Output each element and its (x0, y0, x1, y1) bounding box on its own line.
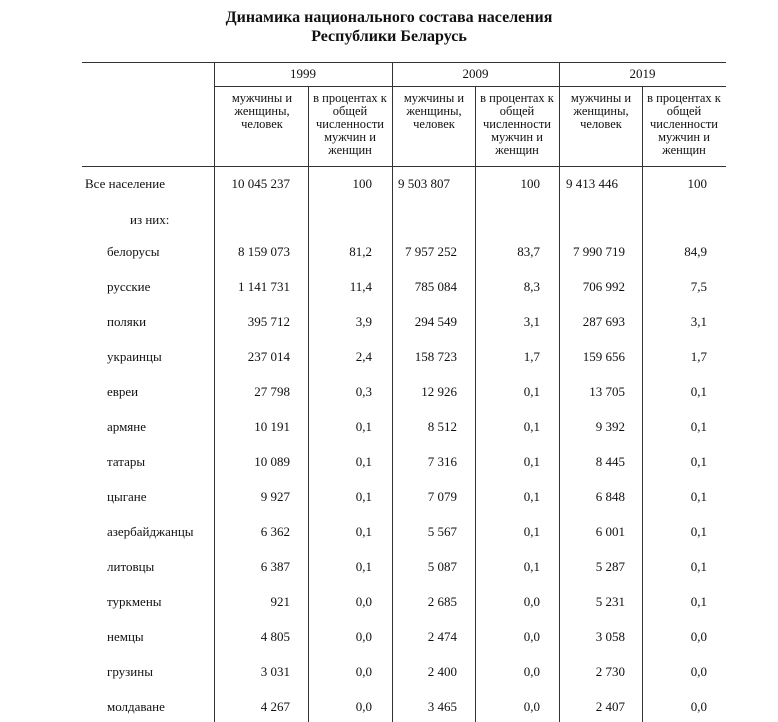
cell-v1999: 395 712 (247, 314, 290, 329)
cell-p2009: 0,0 (523, 594, 540, 609)
cell-v2009: 7 079 (427, 489, 457, 504)
title-line-2: Республики Беларусь (311, 28, 467, 45)
cell-v2009: 2 400 (427, 664, 457, 679)
year-header-2009: 2009 (462, 66, 489, 81)
cell-v1999: 6 387 (260, 559, 290, 574)
row-label: грузины (107, 664, 153, 679)
col-divider-2009-pct (475, 86, 476, 722)
cell-v2009: 7 957 252 (405, 244, 457, 259)
cell-p2009: 1,7 (523, 349, 540, 364)
row-label: татары (107, 454, 146, 469)
cell-v2019: 7 990 719 (573, 244, 625, 259)
subheader-percent-2019: в процентах к общей численности мужчин и женщин (647, 91, 721, 157)
row-label: Все население (85, 176, 165, 191)
subheader-percent-2009: в процентах к общей численности мужчин и женщин (480, 91, 554, 157)
cell-p2019: 0,0 (690, 664, 707, 679)
row-label: туркмены (107, 594, 162, 609)
cell-v2009: 158 723 (414, 349, 457, 364)
page-title (0, 8, 778, 46)
cell-p2019: 7,5 (690, 279, 707, 294)
cell-v2019: 8 445 (595, 454, 625, 469)
cell-v2019: 2 730 (595, 664, 625, 679)
cell-v2019: 159 656 (582, 349, 625, 364)
col-divider-1999 (214, 62, 215, 722)
year-under-rule (214, 86, 726, 87)
cell-v1999: 4 267 (260, 699, 290, 714)
col-divider-2019 (559, 62, 560, 722)
year-header-2019: 2019 (629, 66, 656, 81)
cell-v2019: 287 693 (582, 314, 625, 329)
cell-p2019: 100 (687, 176, 707, 191)
cell-p1999: 0,1 (355, 489, 372, 504)
row-label: евреи (107, 384, 139, 399)
cell-p2019: 84,9 (684, 244, 707, 259)
row-label: азербайджанцы (107, 524, 194, 539)
cell-v2019: 6 001 (595, 524, 625, 539)
cell-p1999: 0,3 (355, 384, 372, 399)
cell-v2009: 8 512 (427, 419, 457, 434)
cell-v1999: 10 045 237 (231, 176, 290, 191)
cell-v2009: 5 567 (427, 524, 457, 539)
row-label: украинцы (107, 349, 162, 364)
cell-p2009: 0,1 (523, 454, 540, 469)
cell-p2009: 0,0 (523, 664, 540, 679)
cell-p2009: 0,0 (523, 629, 540, 644)
cell-p2009: 0,1 (523, 489, 540, 504)
cell-p1999: 0,1 (355, 419, 372, 434)
cell-p1999: 81,2 (349, 244, 372, 259)
year-header-1999: 1999 (290, 66, 316, 81)
cell-p2009: 100 (520, 176, 540, 191)
cell-p2019: 1,7 (690, 349, 707, 364)
subheader-count-1999: мужчины и женщины, человек (231, 91, 293, 131)
cell-p1999: 0,0 (355, 699, 372, 714)
cell-v2019: 2 407 (595, 699, 625, 714)
subheader-percent-1999: в процентах к общей численности мужчин и женщин (313, 91, 387, 157)
row-label: цыгане (107, 489, 147, 504)
cell-v2009: 2 685 (427, 594, 457, 609)
cell-p1999: 0,1 (355, 524, 372, 539)
cell-p1999: 3,9 (355, 314, 372, 329)
cell-v2019: 706 992 (582, 279, 625, 294)
cell-v2019: 5 231 (595, 594, 625, 609)
row-label: поляки (107, 314, 147, 329)
cell-p1999: 100 (352, 176, 372, 191)
col-divider-1999-pct (308, 86, 309, 722)
subheader-count-2019: мужчины и женщины, человек (570, 91, 632, 131)
cell-p1999: 0,0 (355, 664, 372, 679)
cell-p2019: 0,1 (690, 384, 707, 399)
cell-v2009: 2 474 (427, 629, 457, 644)
cell-v1999: 27 798 (254, 384, 290, 399)
cell-p2019: 0,1 (690, 559, 707, 574)
cell-p2009: 0,1 (523, 524, 540, 539)
cell-p1999: 2,4 (355, 349, 372, 364)
col-divider-2009 (392, 62, 393, 722)
cell-v2019: 9 392 (595, 419, 625, 434)
cell-v2019: 3 058 (595, 629, 625, 644)
cell-v1999: 10 089 (254, 454, 290, 469)
cell-p2009: 8,3 (523, 279, 540, 294)
header-bottom-rule (82, 166, 726, 167)
row-label: армяне (107, 419, 147, 434)
cell-p2009: 0,0 (523, 699, 540, 714)
cell-p2019: 0,1 (690, 594, 707, 609)
row-label: из них: (130, 212, 170, 227)
row-label: русские (107, 279, 151, 294)
cell-p1999: 11,4 (349, 279, 372, 294)
cell-v1999: 9 927 (260, 489, 290, 504)
cell-p2019: 0,1 (690, 524, 707, 539)
cell-v2009: 3 465 (427, 699, 457, 714)
cell-v2009: 7 316 (427, 454, 457, 469)
cell-v2009: 785 084 (414, 279, 457, 294)
cell-v1999: 4 805 (260, 629, 290, 644)
cell-v1999: 10 191 (254, 419, 290, 434)
cell-p1999: 0,1 (355, 454, 372, 469)
cell-v2019: 9 413 446 (566, 176, 618, 191)
cell-v2019: 5 287 (595, 559, 625, 574)
cell-v2019: 6 848 (595, 489, 625, 504)
cell-v1999: 8 159 073 (238, 244, 290, 259)
cell-v1999: 3 031 (260, 664, 290, 679)
cell-p2009: 3,1 (523, 314, 540, 329)
cell-v2019: 13 705 (589, 384, 625, 399)
row-label: белорусы (107, 244, 160, 259)
cell-p1999: 0,1 (355, 559, 372, 574)
row-label: молдаване (107, 699, 165, 714)
row-label: литовцы (107, 559, 155, 574)
cell-v2009: 294 549 (414, 314, 457, 329)
cell-v1999: 6 362 (260, 524, 290, 539)
cell-p2009: 83,7 (517, 244, 540, 259)
cell-v1999: 1 141 731 (238, 279, 290, 294)
cell-p2019: 0,0 (690, 629, 707, 644)
cell-p2019: 0,1 (690, 419, 707, 434)
cell-v1999: 921 (270, 594, 290, 609)
cell-p1999: 0,0 (355, 629, 372, 644)
title-line-1: Динамика национального состава населения (225, 9, 553, 26)
cell-p2009: 0,1 (523, 384, 540, 399)
row-label: немцы (107, 629, 144, 644)
cell-v1999: 237 014 (247, 349, 290, 364)
cell-v2009: 5 087 (427, 559, 457, 574)
cell-p2019: 3,1 (690, 314, 707, 329)
cell-v2009: 9 503 807 (398, 176, 450, 191)
subheader-count-2009: мужчины и женщины, человек (403, 91, 465, 131)
cell-v2009: 12 926 (421, 384, 457, 399)
cell-p2009: 0,1 (523, 419, 540, 434)
col-divider-2019-pct (642, 86, 643, 722)
cell-p2019: 0,1 (690, 489, 707, 504)
cell-p1999: 0,0 (355, 594, 372, 609)
cell-p2009: 0,1 (523, 559, 540, 574)
table-top-rule (82, 62, 726, 63)
cell-p2019: 0,0 (690, 699, 707, 714)
cell-p2019: 0,1 (690, 454, 707, 469)
